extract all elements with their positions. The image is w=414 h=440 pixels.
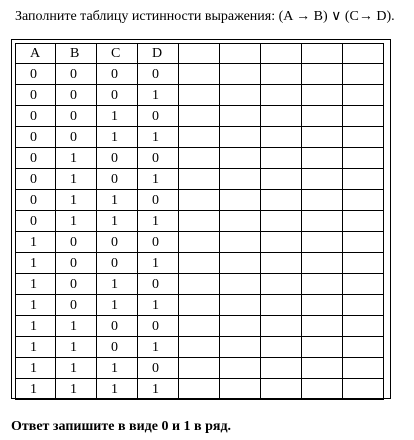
answer-cell[interactable]	[261, 253, 302, 274]
answer-cell[interactable]	[261, 148, 302, 169]
cell-d: 0	[138, 316, 179, 337]
task-title: Заполните таблицу истинности выражения: (A → B) ∨ (C→ D).	[15, 9, 395, 24]
answer-cell[interactable]	[343, 106, 384, 127]
answer-cell[interactable]	[220, 148, 261, 169]
cell-d: 1	[138, 169, 179, 190]
answer-cell[interactable]	[261, 106, 302, 127]
table-row	[15, 253, 384, 274]
answer-cell[interactable]	[302, 190, 343, 211]
header-b: B	[56, 43, 97, 64]
answer-cell[interactable]	[343, 190, 384, 211]
answer-cell[interactable]	[261, 316, 302, 337]
answer-cell[interactable]	[261, 190, 302, 211]
cell-b: 1	[56, 169, 97, 190]
cell-c: 1	[97, 379, 138, 400]
answer-cell[interactable]	[179, 64, 220, 85]
table-row	[15, 148, 384, 169]
answer-cell[interactable]	[179, 148, 220, 169]
cell-d: 1	[138, 253, 179, 274]
cell-d: 1	[138, 295, 179, 316]
cell-d: 1	[138, 127, 179, 148]
answer-cell[interactable]	[261, 232, 302, 253]
answer-cell[interactable]	[343, 316, 384, 337]
answer-cell[interactable]	[179, 253, 220, 274]
header-d: D	[138, 43, 179, 64]
cell-b: 0	[56, 274, 97, 295]
table-row	[15, 190, 384, 211]
table-row	[15, 211, 384, 232]
cell-a: 1	[15, 253, 56, 274]
cell-d: 0	[138, 274, 179, 295]
answer-cell[interactable]	[261, 379, 302, 400]
answer-cell[interactable]	[261, 211, 302, 232]
answer-cell[interactable]	[220, 358, 261, 379]
answer-cell[interactable]	[302, 274, 343, 295]
cell-a: 0	[15, 190, 56, 211]
answer-cell[interactable]	[261, 169, 302, 190]
header-empty-cell[interactable]	[220, 43, 261, 64]
table-row	[15, 316, 384, 337]
cell-a: 1	[15, 358, 56, 379]
table-row	[15, 379, 384, 400]
cell-a: 1	[15, 274, 56, 295]
answer-cell[interactable]	[220, 211, 261, 232]
cell-b: 0	[56, 64, 97, 85]
answer-cell[interactable]	[179, 190, 220, 211]
answer-instruction: Ответ запишите в виде 0 и 1 в ряд.	[11, 419, 232, 434]
header-empty-cell[interactable]	[343, 43, 384, 64]
answer-cell[interactable]	[343, 232, 384, 253]
answer-cell[interactable]	[179, 274, 220, 295]
cell-c: 1	[97, 127, 138, 148]
answer-cell[interactable]	[179, 379, 220, 400]
cell-b: 0	[56, 295, 97, 316]
answer-cell[interactable]	[261, 358, 302, 379]
cell-c: 0	[97, 232, 138, 253]
header-row	[15, 43, 384, 64]
answer-cell[interactable]	[179, 316, 220, 337]
cell-d: 0	[138, 64, 179, 85]
answer-cell[interactable]	[220, 253, 261, 274]
cell-b: 1	[56, 148, 97, 169]
cell-a: 0	[15, 127, 56, 148]
answer-cell[interactable]	[220, 85, 261, 106]
cell-a: 0	[15, 211, 56, 232]
answer-cell[interactable]	[220, 316, 261, 337]
table-row	[15, 274, 384, 295]
cell-b: 0	[56, 127, 97, 148]
answer-cell[interactable]	[302, 316, 343, 337]
answer-cell[interactable]	[220, 295, 261, 316]
table-row	[15, 337, 384, 358]
table-row	[15, 169, 384, 190]
answer-cell[interactable]	[302, 148, 343, 169]
answer-cell[interactable]	[179, 127, 220, 148]
cell-a: 0	[15, 85, 56, 106]
header-empty-cell[interactable]	[179, 43, 220, 64]
answer-cell[interactable]	[302, 85, 343, 106]
answer-cell[interactable]	[220, 127, 261, 148]
answer-cell[interactable]	[261, 295, 302, 316]
answer-cell[interactable]	[343, 148, 384, 169]
header-empty-cell[interactable]	[302, 43, 343, 64]
table-row	[15, 106, 384, 127]
answer-cell[interactable]	[261, 85, 302, 106]
cell-d: 0	[138, 232, 179, 253]
header-a: A	[15, 43, 56, 64]
header-c: C	[97, 43, 138, 64]
cell-a: 1	[15, 316, 56, 337]
cell-d: 1	[138, 85, 179, 106]
answer-cell[interactable]	[261, 337, 302, 358]
answer-cell[interactable]	[261, 274, 302, 295]
answer-cell[interactable]	[220, 190, 261, 211]
answer-cell[interactable]	[179, 85, 220, 106]
cell-b: 0	[56, 106, 97, 127]
cell-b: 1	[56, 211, 97, 232]
cell-b: 1	[56, 190, 97, 211]
cell-c: 0	[97, 253, 138, 274]
cell-a: 1	[15, 295, 56, 316]
cell-c: 1	[97, 274, 138, 295]
answer-cell[interactable]	[343, 295, 384, 316]
answer-cell[interactable]	[343, 379, 384, 400]
cell-c: 0	[97, 337, 138, 358]
cell-c: 1	[97, 190, 138, 211]
answer-cell[interactable]	[302, 358, 343, 379]
cell-d: 0	[138, 358, 179, 379]
answer-cell[interactable]	[302, 127, 343, 148]
table-row	[15, 127, 384, 148]
header-empty-cell[interactable]	[261, 43, 302, 64]
cell-c: 0	[97, 64, 138, 85]
cell-d: 0	[138, 190, 179, 211]
cell-c: 1	[97, 106, 138, 127]
answer-cell[interactable]	[220, 274, 261, 295]
cell-a: 1	[15, 232, 56, 253]
cell-b: 0	[56, 253, 97, 274]
answer-cell[interactable]	[179, 232, 220, 253]
answer-cell[interactable]	[302, 232, 343, 253]
answer-cell[interactable]	[179, 358, 220, 379]
truth-table	[15, 43, 384, 400]
cell-a: 0	[15, 64, 56, 85]
cell-d: 1	[138, 211, 179, 232]
table-row	[15, 232, 384, 253]
cell-d: 1	[138, 379, 179, 400]
answer-cell[interactable]	[343, 85, 384, 106]
answer-cell[interactable]	[302, 64, 343, 85]
cell-b: 0	[56, 85, 97, 106]
cell-d: 0	[138, 148, 179, 169]
answer-cell[interactable]	[220, 379, 261, 400]
cell-c: 1	[97, 211, 138, 232]
cell-a: 0	[15, 148, 56, 169]
answer-cell[interactable]	[302, 295, 343, 316]
answer-cell[interactable]	[302, 169, 343, 190]
answer-cell[interactable]	[343, 358, 384, 379]
cell-b: 1	[56, 337, 97, 358]
cell-b: 1	[56, 379, 97, 400]
answer-cell[interactable]	[302, 211, 343, 232]
cell-a: 0	[15, 106, 56, 127]
answer-cell[interactable]	[302, 253, 343, 274]
answer-cell[interactable]	[179, 337, 220, 358]
answer-cell[interactable]	[179, 211, 220, 232]
answer-cell[interactable]	[302, 337, 343, 358]
answer-cell[interactable]	[302, 106, 343, 127]
answer-cell[interactable]	[343, 64, 384, 85]
cell-b: 0	[56, 232, 97, 253]
answer-cell[interactable]	[179, 106, 220, 127]
cell-c: 1	[97, 295, 138, 316]
table-row	[15, 358, 384, 379]
answer-cell[interactable]	[343, 211, 384, 232]
answer-cell[interactable]	[220, 64, 261, 85]
table-row	[15, 64, 384, 85]
answer-cell[interactable]	[343, 337, 384, 358]
answer-cell[interactable]	[302, 379, 343, 400]
answer-cell[interactable]	[220, 169, 261, 190]
cell-b: 1	[56, 316, 97, 337]
cell-a: 1	[15, 337, 56, 358]
cell-b: 1	[56, 358, 97, 379]
answer-cell[interactable]	[343, 274, 384, 295]
answer-cell[interactable]	[343, 253, 384, 274]
answer-cell[interactable]	[220, 106, 261, 127]
truth-table-frame	[11, 39, 391, 399]
cell-c: 0	[97, 85, 138, 106]
cell-c: 0	[97, 148, 138, 169]
answer-cell[interactable]	[179, 295, 220, 316]
table-row	[15, 85, 384, 106]
cell-d: 0	[138, 106, 179, 127]
cell-c: 1	[97, 358, 138, 379]
cell-a: 1	[15, 379, 56, 400]
cell-c: 0	[97, 169, 138, 190]
cell-c: 0	[97, 316, 138, 337]
answer-cell[interactable]	[343, 127, 384, 148]
table-row	[15, 295, 384, 316]
answer-cell[interactable]	[220, 232, 261, 253]
cell-a: 0	[15, 169, 56, 190]
cell-d: 1	[138, 337, 179, 358]
answer-cell[interactable]	[261, 64, 302, 85]
answer-cell[interactable]	[179, 169, 220, 190]
answer-cell[interactable]	[343, 169, 384, 190]
answer-cell[interactable]	[220, 337, 261, 358]
answer-cell[interactable]	[261, 127, 302, 148]
